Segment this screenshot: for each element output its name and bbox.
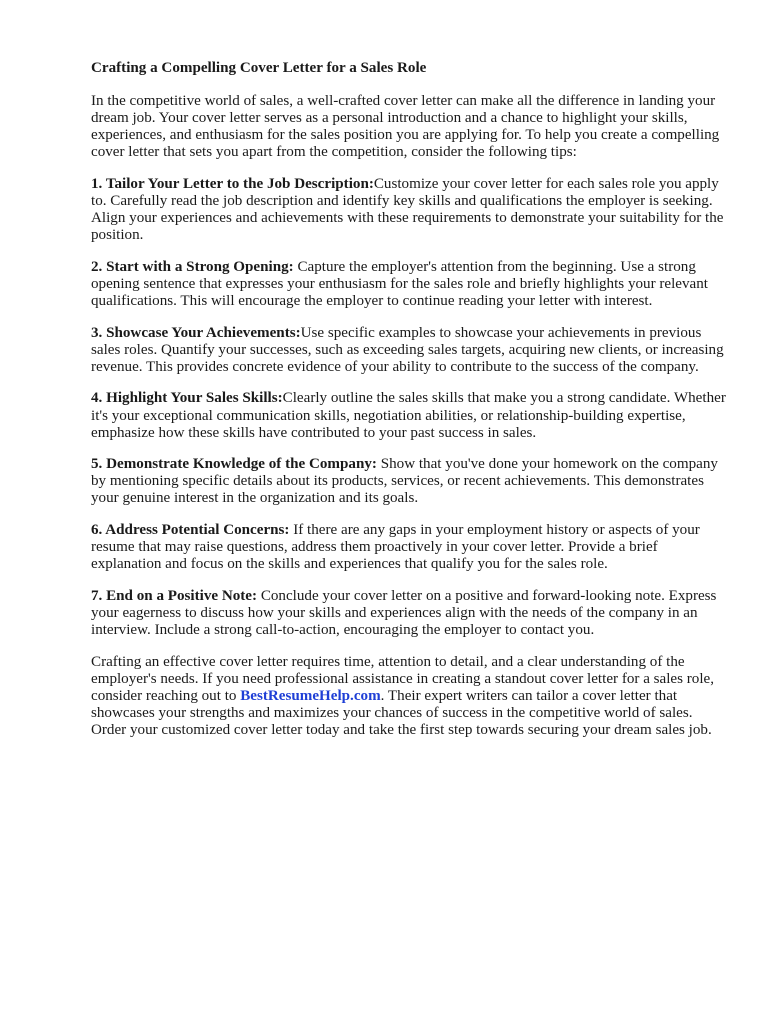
tip-body: Capture the employer's attention from the beginning. Use a strong opening sentence that expresses your enthusiasm for the sales role and briefly highlights your relevant qualifications. This will encourage the employer to continue reading your letter with interest. xyxy=(91,258,708,310)
page-title: Crafting a Compelling Cover Letter for a Sales Role xyxy=(91,60,427,76)
tip-body: Conclude your cover letter on a positive and forward-looking note. Express your eagerness to discuss how your skills and experiences align with the needs of the company in an interview. Include a strong call-to-action, encouraging the employer to contact you. xyxy=(91,587,717,638)
bestresumehelp-link[interactable]: BestResumeHelp.com xyxy=(240,687,381,704)
document-page xyxy=(91,60,731,754)
tip-paragraph-6 xyxy=(91,522,731,573)
tip-body: Clearly outline the sales skills that make you a strong candidate. Whether it's your exceptional communication skills, negotiation abilities, or relationship-building expertise, emphasize how these skills have contributed to your past success in sales. xyxy=(91,390,726,441)
tip-paragraph-5 xyxy=(91,456,731,507)
tip-paragraph-7 xyxy=(91,588,731,639)
tip-heading: 2. Start with a Strong Opening: xyxy=(91,258,294,275)
tip-heading: 3. Showcase Your Achievements: xyxy=(91,324,301,341)
tip-body: If there are any gaps in your employment history or aspects of your resume that may raise questions, address them proactively in your cover letter. Provide a brief explanation and focus on the skills and experiences that qualify you for the sales role. xyxy=(91,521,700,573)
tip-body: Use specific examples to showcase your achievements in previous sales roles. Quantify your successes, such as exceeding sales targets, acquiring new clients, or increasing revenue. This provides concrete evidence of your ability to contribute to the success of the company. xyxy=(91,324,724,375)
intro-paragraph: In the competitive world of sales, a well-crafted cover letter can make all the difference in landing your dream job. Your cover letter serves as a personal introduction and a chance to highlight your skills, experiences, and enthusiasm for the sales position you are applying for. To help you create a compelling cover letter that sets you apart from the competition, consider the following tips: xyxy=(91,93,720,161)
tip-heading: 7. End on a Positive Note: xyxy=(91,587,258,604)
tip-heading: 6. Address Potential Concerns: xyxy=(91,521,290,538)
tip-paragraph-3 xyxy=(91,325,731,376)
closing-text-after-link: . Their expert writers can tailor a cover letter that showcases your strengths and maximizes your chances of success in the competitive world of sales. Order your customized cover letter today and take the first step towards securing your dream sales job. xyxy=(91,687,712,738)
tip-paragraph-1 xyxy=(91,176,731,244)
tip-paragraph-2 xyxy=(91,259,731,310)
tip-heading: 1. Tailor Your Letter to the Job Description: xyxy=(91,175,374,192)
closing-text-before-link: Crafting an effective cover letter requires time, attention to detail, and a clear understanding of the employer's needs. If you need professional assistance in creating a standout cover letter for a sales role, consider reaching out to xyxy=(91,653,715,704)
closing-paragraph xyxy=(91,654,731,739)
tip-heading: 5. Demonstrate Knowledge of the Company: xyxy=(91,456,377,473)
tip-body: Show that you've done your homework on the company by mentioning specific details about its products, services, or recent achievements. This demonstrates your genuine interest in the organization and its goals. xyxy=(91,456,718,507)
tip-paragraph-4 xyxy=(91,390,731,441)
tip-heading: 4. Highlight Your Sales Skills: xyxy=(91,390,283,407)
tip-body: Customize your cover letter for each sales role you apply to. Carefully read the job description and identify key skills and qualifications the employer is seeking. Align your experiences and achievements with these requirements to demonstrate your suitability for the position. xyxy=(91,175,724,244)
